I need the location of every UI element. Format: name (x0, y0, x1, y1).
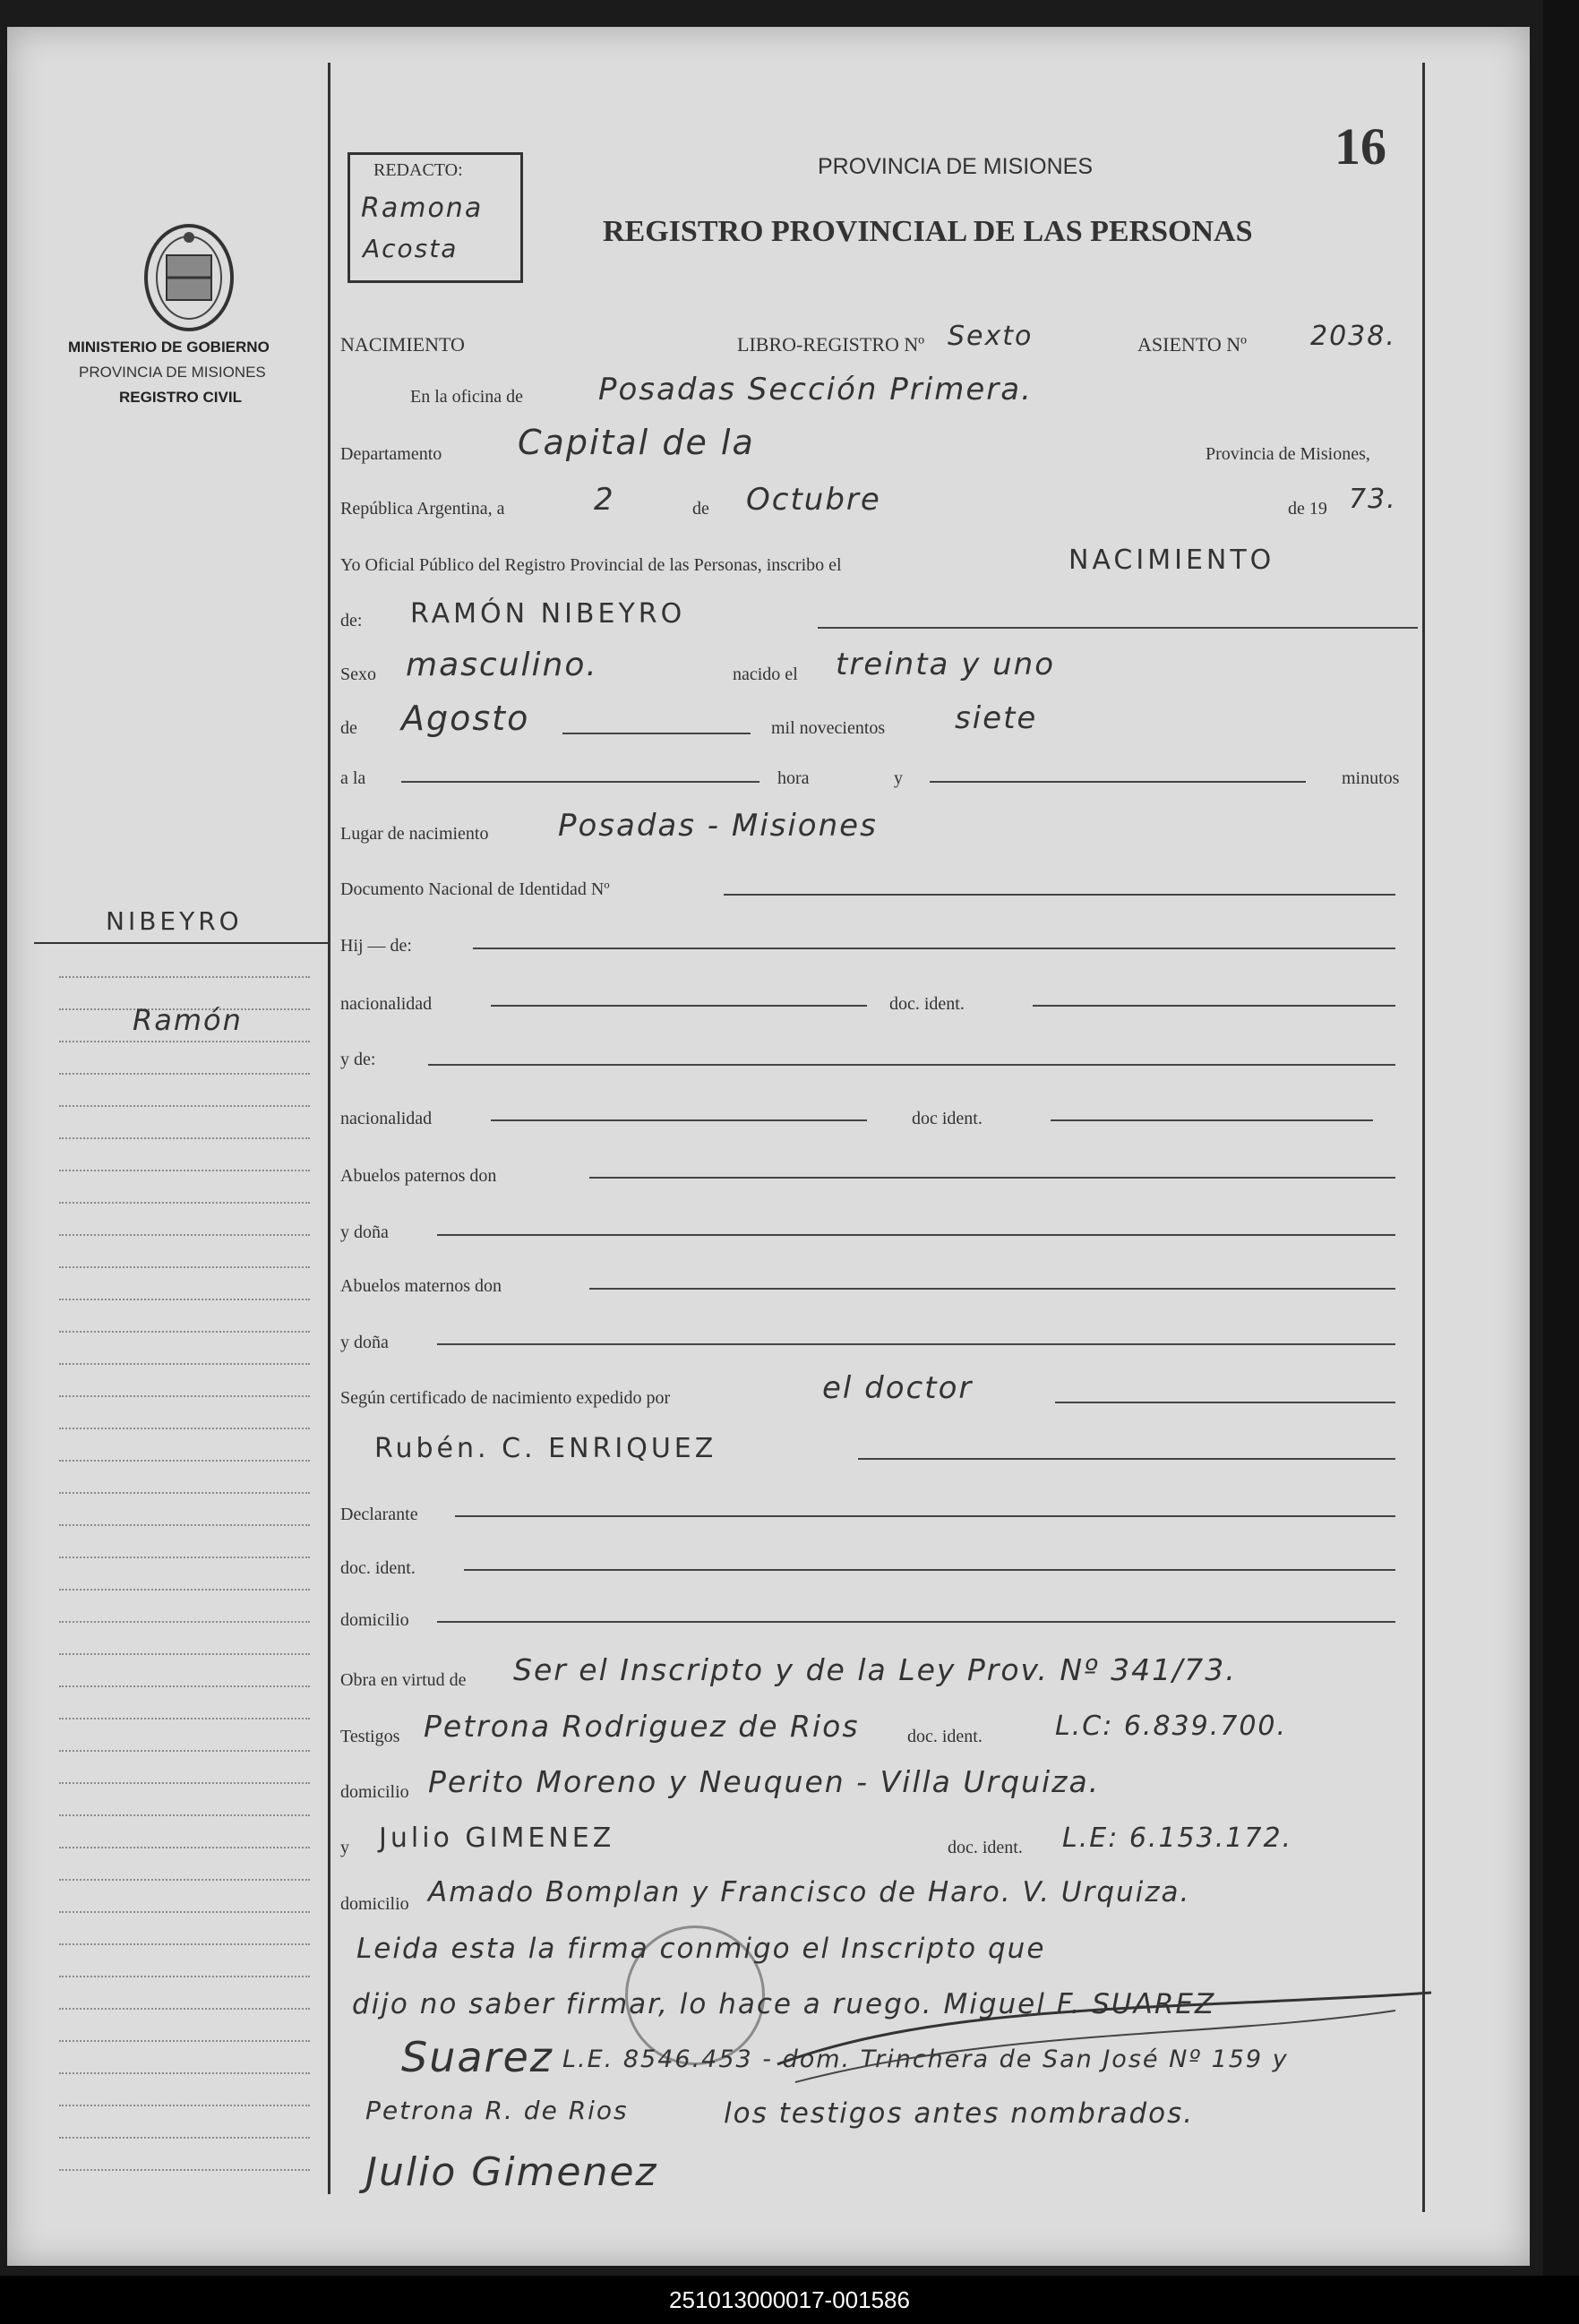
de-label: de (692, 499, 709, 519)
nacionalidad-2-rule (491, 1119, 867, 1121)
margin-dotted-line (59, 1750, 310, 1752)
abuelos-maternos-label: Abuelos maternos don (340, 1276, 502, 1296)
docid-1-rule (1033, 1005, 1395, 1007)
domicilio-2-value: Perito Moreno y Neuquen - Villa Urquiza. (428, 1764, 1101, 1799)
lugar-label: Lugar de nacimiento (340, 824, 489, 844)
redacto-label: REDACTO: (373, 160, 463, 180)
month-value: Octubre (746, 482, 881, 518)
redacto-name-1: Ramona (361, 193, 484, 224)
oficina-value: Posadas Sección Primera. (598, 372, 1033, 407)
margin-dotted-line (59, 1718, 310, 1719)
republica-label: República Argentina, a (340, 499, 505, 519)
margin-dotted-line (59, 1879, 310, 1881)
margin-dotted-line (59, 1363, 310, 1365)
testigos-label: Testigos (340, 1727, 400, 1746)
margin-dotted-line (59, 2040, 310, 2042)
signature-gimenez: Julio Gimenez (365, 2149, 658, 2195)
margin-dotted-line (59, 1589, 310, 1591)
mil-label: mil novecientos (771, 718, 886, 738)
docid-2-label: doc ident. (912, 1109, 983, 1128)
margin-dotted-line (59, 2169, 310, 2171)
domicilio-2-label: domicilio (340, 1782, 409, 1802)
doctor-rule (858, 1458, 1395, 1460)
signature-petrona: Petrona R. de Rios (365, 2096, 629, 2125)
departamento-value: Capital de la (518, 423, 755, 462)
testigo-2-doc: L.E: 6.153.172. (1062, 1822, 1293, 1854)
margin-dotted-line (59, 1137, 310, 1139)
margin-dotted-line (59, 1234, 310, 1236)
note-line-1: Leida esta la firma conmigo el Inscripto que (356, 1933, 1046, 1965)
margin-dotted-line (59, 1041, 310, 1042)
margin-dotted-line (59, 976, 310, 978)
margin-dotted-line (59, 1911, 310, 1913)
registry-heading: REGISTRO PROVINCIAL DE LAS PERSONAS (603, 215, 1253, 248)
margin-dotted-line (59, 1105, 310, 1107)
right-frame-line (1422, 63, 1425, 2212)
note-line-3: L.E. 8546.453 - dom. Trinchera de San José Nº 159 y (562, 2045, 1289, 2073)
margin-dotted-line (59, 2137, 310, 2139)
domicilio-3-value: Amado Bomplan y Francisco de Haro. V. Urquiza. (428, 1876, 1191, 1908)
redacto-name-2: Acosta (363, 234, 459, 263)
margin-dotted-line (59, 1943, 310, 1945)
margin-dotted-line (59, 1685, 310, 1687)
docid-3-rule (464, 1569, 1395, 1571)
abuelos-maternos-rule (589, 1288, 1395, 1290)
margin-dotted-line (59, 1847, 310, 1848)
docid-3-label: doc. ident. (340, 1558, 416, 1578)
name-label: de: (340, 611, 363, 630)
departamento-label: Departamento (340, 444, 442, 464)
registro-civil-label: REGISTRO CIVIL (119, 389, 242, 406)
margin-dotted-line (59, 1460, 310, 1462)
hora-rule-1 (401, 781, 759, 783)
margin-dotted-line (59, 1524, 310, 1526)
mil-value: siete (955, 700, 1038, 736)
dni-label: Documento Nacional de Identidad Nº (340, 879, 610, 899)
testigo-1-doc: L.C: 6.839.700. (1055, 1711, 1288, 1742)
nacido-value: treinta y uno (836, 647, 1056, 682)
margin-dotted-line (59, 1492, 310, 1494)
testigo-1-name: Petrona Rodriguez de Rios (424, 1709, 860, 1744)
oficina-label: En la oficina de (410, 387, 524, 407)
asiento-value: 2038. (1310, 321, 1396, 352)
margin-divider (34, 942, 330, 944)
margin-dotted-line (59, 1395, 310, 1397)
birth-month-value: Agosto (401, 699, 530, 738)
margin-dotted-line (59, 2072, 310, 2074)
margin-dotted-line (59, 1621, 310, 1623)
docid-1-label: doc. ident. (889, 994, 965, 1014)
hora-label: hora (777, 768, 810, 788)
birth-month-rule (562, 733, 751, 734)
birth-month-label: de (340, 718, 357, 738)
hora-a-la-label: a la (340, 768, 366, 788)
dni-rule (724, 894, 1395, 896)
nacionalidad-1-rule (491, 1005, 867, 1007)
margin-dotted-line (59, 1299, 310, 1300)
province-heading: PROVINCIA DE MISIONES (818, 154, 1094, 179)
note-line-4: los testigos antes nombrados. (724, 2097, 1195, 2130)
margin-dotted-line (59, 1266, 310, 1268)
domicilio-1-label: domicilio (340, 1610, 409, 1630)
sexo-label: Sexo (340, 665, 376, 684)
obra-label: Obra en virtud de (340, 1670, 467, 1690)
lugar-value: Posadas - Misiones (558, 808, 878, 844)
asiento-label: ASIENTO Nº (1137, 333, 1247, 356)
nacido-label: nacido el (733, 665, 798, 684)
abuelos-paternos-rule (589, 1177, 1395, 1179)
margin-given-name: Ramón (133, 1003, 243, 1037)
dona-2-label: y doña (340, 1333, 389, 1352)
abuelos-paternos-label: Abuelos paternos don (340, 1166, 497, 1186)
signature-suarez: Suarez (401, 2033, 554, 2081)
margin-dotted-line (59, 1428, 310, 1429)
coat-of-arms-seal (140, 219, 238, 336)
page-number: 16 (1334, 117, 1386, 176)
margin-dotted-line (59, 2105, 310, 2106)
left-frame-line (328, 63, 330, 2194)
y-de-label: y de: (340, 1050, 376, 1069)
margin-dotted-line (59, 2008, 310, 2010)
y-2-label: y (340, 1838, 349, 1857)
obra-value: Ser el Inscripto y de la Ley Prov. Nº 341/73. (513, 1652, 1237, 1687)
year-label: de 19 (1288, 499, 1327, 519)
signature-flourish (768, 1975, 1449, 2091)
footer-id-bar: 251013000017-001586 (0, 2276, 1579, 2324)
segun-label: Según certificado de nacimiento expedido por (340, 1388, 671, 1408)
hij-label: Hij — de: (340, 936, 412, 956)
oficial-value: NACIMIENTO (1068, 545, 1275, 576)
dona-1-rule (437, 1234, 1395, 1236)
segun-rule (1055, 1402, 1395, 1403)
provincia-label: Provincia de Misiones, (1206, 444, 1370, 464)
margin-dotted-line (59, 1170, 310, 1171)
margin-dotted-line (59, 1782, 310, 1784)
margin-surname: NIBEYRO (106, 906, 243, 936)
redacto-box (348, 152, 523, 283)
libro-label: LIBRO-REGISTRO Nº (737, 333, 925, 356)
oficial-label: Yo Oficial Público del Registro Provincial de las Personas, inscribo el (340, 555, 842, 575)
book-spine (1543, 0, 1579, 2293)
dona-1-label: y doña (340, 1222, 389, 1242)
nacionalidad-1-label: nacionalidad (340, 994, 433, 1014)
day-value: 2 (594, 482, 615, 518)
margin-dotted-line (59, 1202, 310, 1204)
declarante-rule (455, 1515, 1395, 1517)
docid-2-rule (1051, 1119, 1373, 1121)
minutos-label: minutos (1342, 768, 1400, 788)
year-value: 73. (1349, 484, 1397, 515)
doctor-value: Rubén. C. ENRIQUEZ (374, 1433, 717, 1464)
testigo-2-name: Julio GIMENEZ (379, 1822, 615, 1854)
provincia-left-label: PROVINCIA DE MISIONES (79, 364, 266, 381)
margin-dotted-line (59, 1653, 310, 1655)
name-value: RAMÓN NIBEYRO (410, 598, 686, 630)
margin-dotted-line (59, 1331, 310, 1333)
dona-2-rule (437, 1343, 1395, 1345)
hora-rule-2 (930, 781, 1306, 783)
margin-dotted-line (59, 1976, 310, 1977)
docid-4-label: doc. ident. (907, 1727, 983, 1746)
hij-rule (473, 948, 1395, 949)
hora-y-label: y (894, 768, 903, 788)
margin-dotted-line (59, 1814, 310, 1816)
libro-value: Sexto (948, 321, 1034, 352)
nacionalidad-2-label: nacionalidad (340, 1109, 433, 1128)
margin-dotted-line (59, 1556, 310, 1558)
declarante-label: Declarante (340, 1505, 418, 1524)
document-page (7, 27, 1530, 2266)
ministerio-label: MINISTERIO DE GOBIERNO (68, 339, 270, 356)
sexo-value: masculino. (406, 647, 598, 683)
record-type-label: NACIMIENTO (340, 333, 465, 356)
segun-value: el doctor (822, 1370, 974, 1406)
name-rule (818, 627, 1418, 629)
domicilio-1-rule (437, 1621, 1395, 1623)
docid-5-label: doc. ident. (948, 1838, 1023, 1857)
domicilio-3-label: domicilio (340, 1894, 409, 1914)
y-de-rule (428, 1064, 1395, 1066)
margin-dotted-line (59, 1073, 310, 1075)
note-line-2: dijo no saber firmar, lo hace a ruego. Miguel F. SUAREZ (352, 1988, 1216, 2020)
